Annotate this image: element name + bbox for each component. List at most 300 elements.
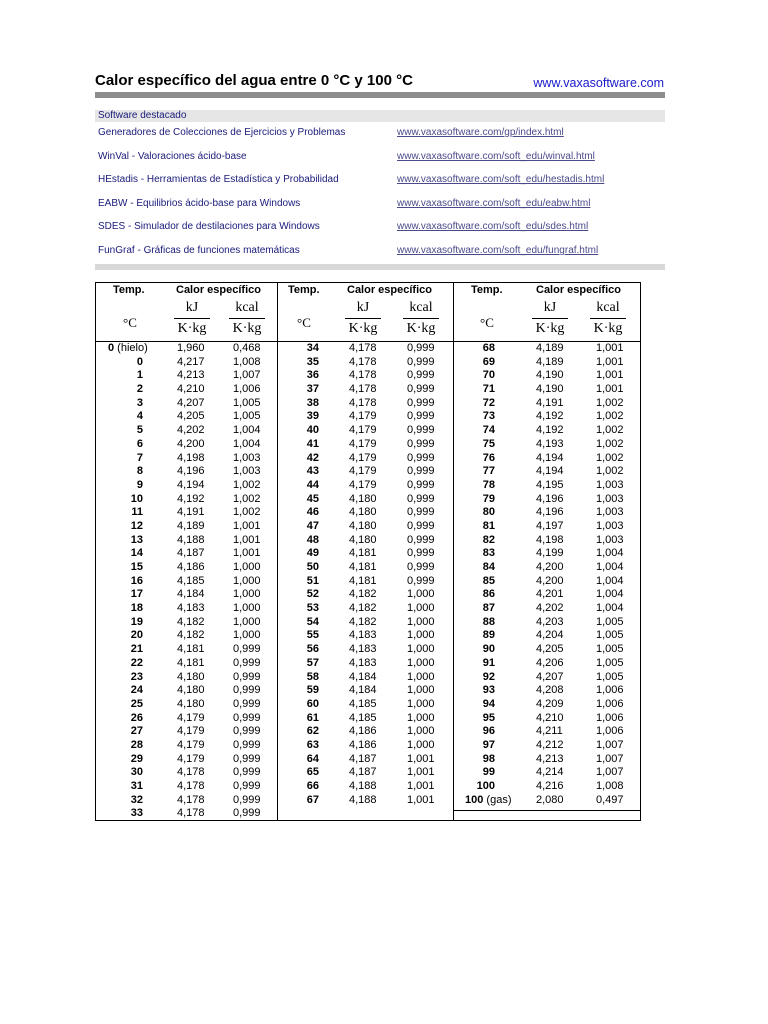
- kj-value: 4,187: [349, 752, 377, 765]
- kcal-value: 0,999: [407, 465, 435, 478]
- temperature-value: 42: [306, 451, 319, 464]
- table-row: [277, 780, 453, 794]
- kcal-value: 0,999: [407, 492, 435, 505]
- temperature-value: 61: [306, 711, 319, 724]
- table-row: [277, 479, 453, 493]
- table-row: [453, 725, 640, 739]
- temperature-value: 35: [306, 355, 319, 368]
- temperature-cell: [307, 342, 319, 356]
- temperature-value: 6: [136, 437, 143, 450]
- temperature-cell: [131, 780, 143, 794]
- kcal-value: 1,005: [596, 670, 624, 683]
- table-row: [277, 684, 453, 698]
- software-url-link[interactable]: www.vaxasoftware.com/soft_edu/winval.html: [397, 150, 595, 162]
- temperature-cell: [307, 547, 319, 561]
- kj-value: 4,190: [536, 383, 564, 396]
- table-row: [453, 684, 640, 698]
- temperature-cell: [307, 712, 319, 726]
- kcal-value: 1,001: [407, 766, 435, 779]
- software-url-link[interactable]: www.vaxasoftware.com/soft_edu/fungraf.html: [397, 244, 599, 256]
- temperature-value: 66: [306, 780, 319, 792]
- temperature-value: 73: [482, 410, 495, 423]
- kcal-value: 0,999: [233, 697, 261, 710]
- temperature-cell: [307, 561, 319, 575]
- table-row: [96, 520, 277, 534]
- table-row: [277, 794, 453, 808]
- kkg-label: K·kg: [406, 321, 436, 336]
- temperature-value: 97: [482, 738, 495, 751]
- temperature-value: 68: [482, 342, 495, 354]
- kcal-unit: [401, 299, 441, 337]
- kj-value: 4,179: [349, 437, 377, 450]
- kcal-value: 1,002: [596, 437, 624, 450]
- kcal-value: 1,003: [596, 519, 624, 532]
- temperature-cell: [483, 671, 495, 685]
- temperature-cell: [307, 698, 319, 712]
- table-row: [96, 342, 277, 356]
- kj-value: 4,200: [536, 561, 564, 573]
- title-divider: [95, 92, 665, 98]
- kcal-value: 1,005: [233, 396, 261, 409]
- temperature-cell: [307, 753, 319, 767]
- temperature-value: 46: [306, 506, 319, 519]
- kcal-value: 1,000: [407, 725, 435, 738]
- temperature-cell: [307, 424, 319, 438]
- table-row: [277, 657, 453, 671]
- temperature-value: 92: [482, 670, 495, 683]
- kcal-value: 1,002: [233, 478, 261, 491]
- table-row: [277, 753, 453, 767]
- kcal-value: 0,999: [407, 561, 435, 573]
- temperature-cell: [307, 534, 319, 548]
- table-row: [96, 698, 277, 712]
- kj-value: 4,182: [349, 615, 377, 628]
- kj-value: 4,186: [349, 738, 377, 751]
- kj-value: 4,183: [349, 643, 377, 656]
- kj-value: 4,178: [177, 807, 205, 820]
- temperature-cell: [137, 410, 143, 424]
- temperature-cell: [307, 766, 319, 780]
- kj-value: 4,213: [177, 369, 205, 382]
- kcal-value: 1,003: [596, 533, 624, 546]
- kj-value: 4,191: [177, 506, 205, 519]
- software-heading: Software destacado: [95, 110, 665, 122]
- table-rows: [96, 342, 277, 821]
- temperature-cell: [131, 684, 143, 698]
- temperature-cell: [483, 479, 495, 493]
- kj-value: 4,186: [349, 725, 377, 738]
- temperature-value: 18: [130, 602, 143, 615]
- table-row: [453, 493, 640, 507]
- table-row: [277, 602, 453, 616]
- temperature-value: 33: [130, 807, 143, 820]
- kcal-value: 1,007: [596, 738, 624, 751]
- temperature-cell: [131, 753, 143, 767]
- table-row: [453, 712, 640, 726]
- table-row: [453, 424, 640, 438]
- table-row: [96, 794, 277, 808]
- temperature-value: 9: [136, 478, 143, 491]
- kcal-value: 1,001: [596, 383, 624, 396]
- kj-value: 4,185: [177, 574, 205, 587]
- temperature-cell: [307, 780, 319, 794]
- kj-value: 4,201: [536, 588, 564, 601]
- software-url-link[interactable]: www.vaxasoftware.com/soft_edu/hestadis.html: [397, 174, 605, 186]
- kcal-value: 1,002: [596, 424, 624, 437]
- temperature-value: 76: [482, 451, 495, 464]
- kcal-value: 0,999: [407, 424, 435, 437]
- kj-value: 4,183: [349, 629, 377, 642]
- temperature-cell: [483, 766, 495, 780]
- kj-value: 4,198: [536, 533, 564, 546]
- phase-note: (hielo): [114, 342, 148, 354]
- kcal-value: 1,001: [596, 369, 624, 382]
- temperature-cell: [483, 561, 495, 575]
- table-row: [277, 547, 453, 561]
- fraction-line: [174, 318, 210, 319]
- temperature-value: 11: [131, 506, 143, 519]
- temperature-value: 43: [306, 465, 319, 478]
- kcal-value: 1,002: [233, 492, 261, 505]
- kj-label: kJ: [543, 300, 557, 315]
- temperature-value: 21: [130, 643, 143, 656]
- kj-unit: [343, 299, 383, 337]
- table-row: [453, 602, 640, 616]
- kcal-value: 1,001: [233, 533, 261, 546]
- temperature-cell: [131, 493, 143, 507]
- kcal-value: 1,001: [596, 355, 624, 368]
- temperature-cell: [131, 794, 143, 808]
- kcal-value: 1,004: [233, 437, 261, 450]
- table-row: [96, 479, 277, 493]
- kj-value: 4,188: [349, 793, 377, 806]
- kj-value: 4,179: [177, 752, 205, 765]
- kj-value: 4,180: [177, 684, 205, 697]
- temp-header: Temp.: [288, 284, 320, 296]
- software-item: [98, 241, 665, 265]
- kj-value: 4,179: [349, 465, 377, 478]
- kcal-value: 1,000: [407, 697, 435, 710]
- site-link[interactable]: www.vaxasoftware.com: [533, 76, 664, 90]
- kcal-value: 1,004: [596, 602, 624, 615]
- table-row: [96, 547, 277, 561]
- table-row: [96, 629, 277, 643]
- temperature-cell: [307, 506, 319, 520]
- temperature-cell: [131, 575, 143, 589]
- table-row: [96, 356, 277, 370]
- temperature-value: 30: [130, 766, 143, 779]
- temperature-cell: [483, 588, 495, 602]
- table-row: [453, 643, 640, 657]
- temperature-cell: [307, 725, 319, 739]
- kj-value: 4,182: [177, 615, 205, 628]
- temperature-cell: [307, 684, 319, 698]
- temperature-cell: [483, 520, 495, 534]
- software-name: HEstadis - Herramientas de Estadística y Probabilidad: [98, 174, 339, 186]
- temperature-cell: [131, 602, 143, 616]
- kj-value: 4,209: [536, 697, 564, 710]
- kj-value: 4,181: [349, 547, 377, 560]
- kj-value: 4,179: [349, 424, 377, 437]
- kj-value: 4,217: [177, 355, 205, 368]
- kj-label: kJ: [185, 300, 199, 315]
- temperature-cell: [307, 410, 319, 424]
- table-row: [453, 698, 640, 712]
- fraction-line: [345, 318, 381, 319]
- temperature-cell: [477, 780, 495, 794]
- table-row: [453, 657, 640, 671]
- kj-value: 4,203: [536, 615, 564, 628]
- kcal-value: 1,002: [596, 410, 624, 423]
- kcal-value: 0,999: [407, 369, 435, 382]
- kcal-label: kcal: [409, 300, 433, 315]
- temperature-value: 100: [476, 780, 495, 792]
- kcal-value: 1,008: [233, 355, 261, 368]
- kcal-value: 1,004: [596, 574, 624, 587]
- temperature-value: 62: [306, 725, 319, 738]
- temperature-value: 64: [306, 752, 319, 765]
- kcal-value: 1,000: [407, 738, 435, 751]
- temperature-cell: [307, 602, 319, 616]
- kcal-value: 1,001: [407, 793, 435, 806]
- kcal-value: 0,999: [407, 478, 435, 491]
- software-list: [98, 123, 665, 265]
- kcal-value: 1,004: [596, 588, 624, 601]
- temperature-value: 98: [482, 752, 495, 765]
- temperature-cell: [131, 725, 143, 739]
- table-row: [453, 616, 640, 630]
- kj-value: 4,183: [177, 602, 205, 615]
- kcal-value: 1,003: [596, 506, 624, 519]
- kj-value: 4,185: [349, 711, 377, 724]
- table-row: [453, 780, 640, 794]
- table-row: [453, 479, 640, 493]
- kcal-value: 1,007: [233, 369, 261, 382]
- kj-value: 4,179: [177, 738, 205, 751]
- temperature-cell: [137, 479, 143, 493]
- table-row: [453, 369, 640, 383]
- kj-value: 4,183: [349, 656, 377, 669]
- temperature-value: 72: [482, 396, 495, 409]
- software-name: EABW - Equilibrios ácido-base para Windows: [98, 197, 301, 209]
- temperature-cell: [131, 616, 143, 630]
- table-row: [453, 575, 640, 589]
- kj-value: 4,196: [536, 506, 564, 519]
- temperature-cell: [483, 643, 495, 657]
- kcal-value: 0,999: [233, 656, 261, 669]
- temperature-value: 17: [130, 588, 143, 601]
- kcal-value: 1,003: [233, 465, 261, 478]
- table-row: [96, 452, 277, 466]
- temperature-value: 19: [130, 615, 143, 628]
- kj-value: 4,210: [177, 383, 205, 396]
- temperature-value: 50: [306, 561, 319, 573]
- table-row: [96, 616, 277, 630]
- kcal-value: 0,999: [407, 506, 435, 519]
- kj-value: 4,179: [177, 725, 205, 738]
- kcal-value: 1,005: [596, 656, 624, 669]
- kcal-unit: [227, 299, 267, 337]
- temperature-cell: [307, 794, 319, 808]
- temperature-value: 45: [306, 492, 319, 505]
- temperature-cell: [108, 342, 148, 356]
- temperature-cell: [483, 424, 495, 438]
- kj-value: 4,189: [536, 355, 564, 368]
- temperature-cell: [307, 588, 319, 602]
- temperature-cell: [131, 547, 143, 561]
- temperature-cell: [483, 506, 495, 520]
- table-row: [277, 588, 453, 602]
- temperature-cell: [137, 397, 143, 411]
- kj-value: 4,179: [349, 451, 377, 464]
- table-column-1: [96, 283, 278, 820]
- table-column-3: [453, 283, 640, 820]
- kcal-value: 0,999: [407, 574, 435, 587]
- table-row: [277, 452, 453, 466]
- temperature-value: 99: [482, 766, 495, 779]
- table-row: [277, 698, 453, 712]
- table-row: [96, 657, 277, 671]
- temperature-value: 86: [482, 588, 495, 601]
- table-row: [277, 356, 453, 370]
- table-row: [96, 766, 277, 780]
- kj-value: 4,181: [349, 561, 377, 573]
- temperature-value: 31: [130, 780, 143, 792]
- temperature-value: 63: [306, 738, 319, 751]
- table-row: [277, 616, 453, 630]
- temperature-value: 34: [306, 342, 319, 354]
- kcal-value: 1,000: [233, 629, 261, 642]
- kj-value: 4,195: [536, 478, 564, 491]
- kj-value: 4,192: [536, 424, 564, 437]
- temperature-cell: [307, 369, 319, 383]
- calor-header: Calor específico: [536, 284, 621, 296]
- temperature-value: 37: [306, 383, 319, 396]
- kcal-value: 1,006: [596, 697, 624, 710]
- temp-header: Temp.: [471, 284, 503, 296]
- table-row: [96, 643, 277, 657]
- kcal-value: 1,000: [233, 574, 261, 587]
- kj-value: 4,189: [177, 519, 205, 532]
- table-row: [277, 671, 453, 685]
- calor-header: Calor específico: [347, 284, 432, 296]
- calor-header: Calor específico: [176, 284, 261, 296]
- temperature-value: 3: [136, 396, 143, 409]
- kj-value: 4,179: [349, 478, 377, 491]
- table-row: [96, 397, 277, 411]
- temperature-cell: [137, 383, 143, 397]
- kj-value: 4,180: [177, 697, 205, 710]
- temperature-value: 4: [136, 410, 143, 423]
- kcal-value: 0,999: [407, 342, 435, 354]
- temperature-value: 77: [482, 465, 495, 478]
- software-url-link[interactable]: www.vaxasoftware.com/soft_edu/sdes.html: [397, 221, 589, 233]
- table-row: [96, 369, 277, 383]
- temperature-cell: [483, 547, 495, 561]
- kkg-label: K·kg: [177, 321, 207, 336]
- temperature-cell: [137, 452, 143, 466]
- kcal-value: 0,468: [233, 342, 261, 354]
- temperature-value: 57: [306, 656, 319, 669]
- table-row: [96, 739, 277, 753]
- table-row: [453, 547, 640, 561]
- kcal-value: 0,999: [233, 766, 261, 779]
- table-row: [96, 671, 277, 685]
- software-name: SDES - Simulador de destilaciones para Windows: [98, 221, 320, 233]
- kj-value: 4,180: [177, 670, 205, 683]
- temperature-value: 38: [306, 396, 319, 409]
- temperature-cell: [131, 766, 143, 780]
- kcal-value: 1,006: [596, 684, 624, 697]
- kj-value: 4,207: [177, 396, 205, 409]
- kj-unit: [172, 299, 212, 337]
- kj-value: 4,185: [349, 697, 377, 710]
- temperature-value: 1: [136, 369, 143, 382]
- temperature-cell: [131, 643, 143, 657]
- temperature-value: 23: [130, 670, 143, 683]
- kj-value: 4,202: [177, 424, 205, 437]
- table-row: [277, 712, 453, 726]
- kj-value: 4,198: [177, 451, 205, 464]
- temperature-cell: [483, 657, 495, 671]
- temperature-cell: [483, 712, 495, 726]
- temperature-cell: [483, 698, 495, 712]
- temperature-value: 53: [306, 602, 319, 615]
- temperature-value: 52: [306, 588, 319, 601]
- kj-value: 4,190: [536, 369, 564, 382]
- temperature-value: 13: [130, 533, 143, 546]
- kj-unit: [530, 299, 570, 337]
- temperature-value: 69: [482, 355, 495, 368]
- kcal-value: 1,003: [233, 451, 261, 464]
- table-row: [453, 739, 640, 753]
- kcal-value: 0,999: [407, 519, 435, 532]
- temperature-value: 20: [130, 629, 143, 642]
- temperature-cell: [483, 410, 495, 424]
- kcal-value: 0,999: [407, 437, 435, 450]
- software-url-link[interactable]: www.vaxasoftware.com/gp/index.html: [397, 127, 564, 138]
- table-row: [453, 629, 640, 643]
- kj-value: 4,178: [349, 342, 377, 354]
- kcal-value: 1,006: [596, 725, 624, 738]
- temperature-value: 10: [130, 492, 143, 505]
- kj-value: 4,200: [536, 574, 564, 587]
- temperature-cell: [137, 438, 143, 452]
- table-row: [453, 753, 640, 767]
- temperature-cell: [483, 397, 495, 411]
- table-row: [96, 807, 277, 821]
- temperature-value: 40: [306, 424, 319, 437]
- temperature-value: 26: [130, 711, 143, 724]
- table-row: [277, 493, 453, 507]
- temperature-value: 78: [482, 478, 495, 491]
- table-row: [96, 753, 277, 767]
- temperature-value: 54: [306, 615, 319, 628]
- software-url-link[interactable]: www.vaxasoftware.com/soft_edu/eabw.html: [397, 197, 591, 209]
- temperature-cell: [131, 588, 143, 602]
- kcal-value: 1,005: [596, 615, 624, 628]
- temperature-value: 89: [482, 629, 495, 642]
- table-row: [96, 780, 277, 794]
- temperature-cell: [131, 698, 143, 712]
- temperature-value: 36: [306, 369, 319, 382]
- kj-value: 4,178: [349, 383, 377, 396]
- kcal-value: 1,002: [596, 396, 624, 409]
- temperature-value: 79: [482, 492, 495, 505]
- table-row: [277, 725, 453, 739]
- temperature-value: 24: [130, 684, 143, 697]
- temperature-cell: [307, 629, 319, 643]
